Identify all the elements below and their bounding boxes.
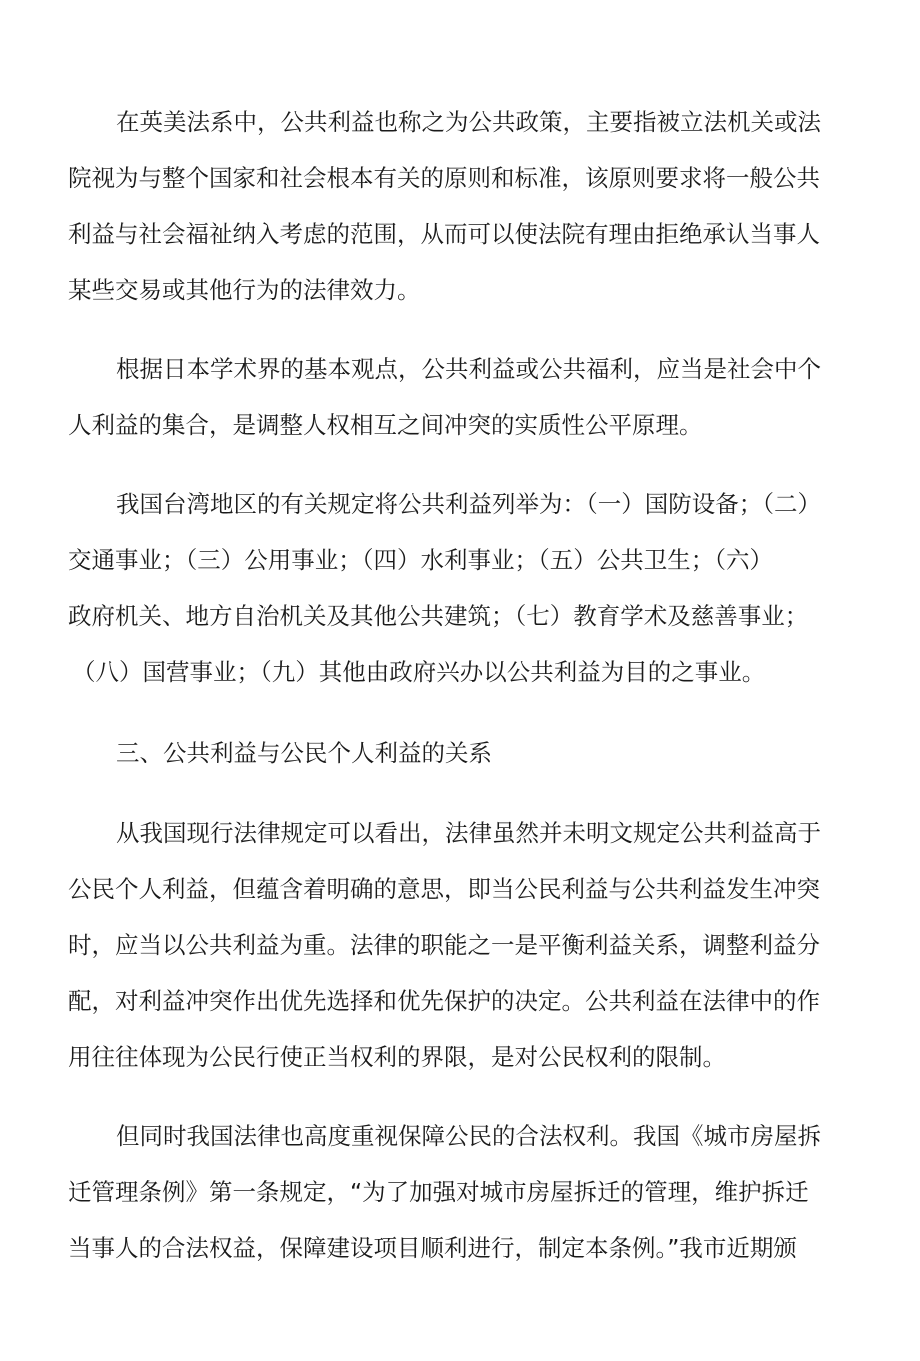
- paragraph-5-line-5: 用往往体现为公民行使正当权利的界限，是对公民权利的限制。: [68, 1043, 726, 1071]
- section-heading: 三、公共利益与公民个人利益的关系: [116, 739, 492, 767]
- paragraph-5-line-1: 从我国现行法律规定可以看出，法律虽然并未明文规定公共利益高于: [116, 819, 821, 847]
- paragraph-6-line-2: 迁管理条例》第一条规定，“为了加强对城市房屋拆迁的管理，维护拆迁: [68, 1178, 809, 1206]
- paragraph-6-line-3: 当事人的合法权益，保障建设项目顺利进行，制定本条例。”我市近期颁: [68, 1234, 797, 1262]
- paragraph-2-line-1: 根据日本学术界的基本观点，公共利益或公共福利，应当是社会中个: [116, 355, 821, 383]
- paragraph-5-line-4: 配，对利益冲突作出优先选择和优先保护的决定。公共利益在法律中的作: [68, 987, 820, 1015]
- paragraph-1-line-1: 在英美法系中，公共利益也称之为公共政策，主要指被立法机关或法: [116, 108, 821, 136]
- paragraph-3-line-4: （八）国营事业；（九）其他由政府兴办以公共利益为目的之事业。: [72, 658, 766, 686]
- paragraph-2-line-2: 人利益的集合，是调整人权相互之间冲突的实质性公平原理。: [68, 411, 703, 439]
- paragraph-1-line-2: 院视为与整个国家和社会根本有关的原则和标准，该原则要求将一般公共: [68, 164, 820, 192]
- paragraph-5-line-3: 时，应当以公共利益为重。法律的职能之一是平衡利益关系，调整利益分: [68, 931, 820, 959]
- paragraph-1-line-3: 利益与社会福祉纳入考虑的范围，从而可以使法院有理由拒绝承认当事人: [68, 220, 820, 248]
- paragraph-3-line-2: 交通事业；（三）公用事业；（四）水利事业；（五）公共卫生；（六）: [68, 546, 773, 574]
- paragraph-6-line-1: 但同时我国法律也高度重视保障公民的合法权利。我国《城市房屋拆: [116, 1122, 821, 1150]
- paragraph-3-line-3: 政府机关、地方自治机关及其他公共建筑；（七）教育学术及慈善事业；: [68, 602, 809, 630]
- paragraph-1-line-4: 某些交易或其他行为的法律效力。: [68, 276, 421, 304]
- paragraph-5-line-2: 公民个人利益，但蕴含着明确的意思，即当公民利益与公共利益发生冲突: [68, 875, 820, 903]
- paragraph-3-line-1: 我国台湾地区的有关规定将公共利益列举为：（一）国防设备；（二）: [116, 490, 821, 518]
